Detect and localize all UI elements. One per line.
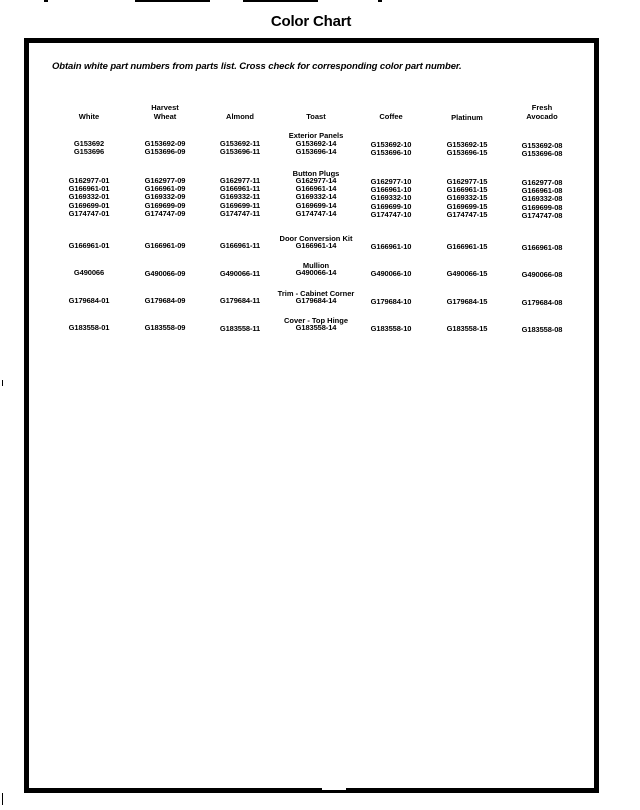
part-number: G169699-14 — [295, 200, 337, 210]
header-line — [427, 104, 507, 113]
column-header-fresh-avocado — [502, 103, 582, 121]
part-number: G162977-08 — [521, 178, 563, 187]
frame-gap — [322, 776, 346, 790]
table-cell: G179684-08 — [521, 298, 563, 307]
part-number: G166961-01 — [68, 184, 110, 194]
part-number: G169332-11 — [219, 192, 261, 202]
part-number: G169332-01 — [68, 192, 110, 202]
table-cell: G179684-15 — [446, 297, 488, 306]
section-title-door-conversion-kit: Door Conversion Kit — [279, 234, 353, 243]
part-number: G169332-14 — [295, 192, 337, 202]
part-number: G169699-08 — [521, 202, 563, 212]
section-title-button-plugs: Button Plugs — [292, 169, 340, 178]
part-number: G174747-01 — [68, 208, 110, 218]
table-cell: G490066-14 — [295, 268, 337, 277]
table-cell: G183558-10 — [370, 324, 412, 333]
table-cell: G179684-11 — [219, 296, 261, 305]
part-number: G153696-10 — [370, 148, 412, 158]
table-cell — [502, 142, 582, 158]
part-number: G169699-11 — [219, 200, 261, 210]
part-number: G153692-10 — [370, 140, 412, 149]
scan-mark — [2, 793, 3, 805]
page-title: Color Chart — [270, 13, 352, 30]
table-cell: G179684-01 — [68, 296, 110, 305]
table-cell: G490066 — [73, 268, 105, 277]
part-number: G153692-15 — [446, 140, 488, 149]
table-cell: G183558-09 — [144, 323, 186, 332]
part-number: G166961-14 — [295, 184, 337, 194]
column-header-almond — [200, 103, 280, 121]
part-number: G166961-08 — [521, 186, 563, 196]
table-cell: G183558-08 — [521, 325, 563, 334]
part-number: G162977-01 — [68, 176, 110, 185]
table-cell — [427, 178, 507, 219]
part-number: G153696-08 — [521, 149, 563, 159]
table-cell — [276, 140, 356, 156]
table-cell: G490066-11 — [219, 269, 261, 278]
part-number: G153692-14 — [295, 139, 337, 148]
part-number: G169332-15 — [446, 193, 488, 203]
table-cell: G183558-15 — [446, 324, 488, 333]
part-number: G153696-15 — [446, 148, 488, 158]
table-cell: G183558-11 — [219, 324, 261, 333]
part-number: G162977-11 — [219, 176, 261, 185]
section-title-trim-cabinet-corner: Trim - Cabinet Corner — [277, 289, 355, 298]
column-header-platinum — [427, 104, 507, 122]
header-line — [49, 103, 129, 112]
table-cell: G166961-08 — [521, 243, 563, 252]
column-header-white — [49, 103, 129, 121]
part-number: G162977-09 — [144, 176, 186, 185]
part-number: G169332-10 — [370, 193, 412, 203]
column-header-coffee — [351, 103, 431, 121]
header-line: Avocado — [526, 112, 558, 121]
table-cell: G183558-01 — [68, 323, 110, 332]
part-number: G153692-08 — [521, 141, 563, 150]
table-cell: G183558-14 — [295, 323, 337, 332]
part-number: G162977-14 — [295, 176, 337, 185]
scan-mark — [44, 0, 48, 2]
instruction-text: Obtain white part numbers from parts list. Cross check for corresponding color part number. — [52, 61, 462, 72]
part-number: G153696-09 — [144, 147, 186, 157]
part-number: G153696-11 — [219, 147, 261, 157]
part-number: G153692-11 — [219, 139, 261, 148]
header-line: Wheat — [153, 112, 177, 121]
header-line — [200, 103, 280, 112]
table-cell: G179684-10 — [370, 297, 412, 306]
part-number: G162977-10 — [370, 177, 412, 186]
column-header-toast — [276, 103, 356, 121]
part-number: G153692-09 — [144, 139, 186, 148]
part-number: G153692 — [73, 139, 105, 148]
part-number: G169699-01 — [68, 200, 110, 210]
table-cell — [200, 140, 280, 156]
header-line — [276, 103, 356, 112]
table-cell — [351, 141, 431, 157]
part-number: G162977-15 — [446, 177, 488, 186]
table-cell — [49, 177, 129, 218]
table-cell — [200, 177, 280, 218]
part-number: G169332-09 — [144, 192, 186, 202]
part-number: G169699-15 — [446, 201, 488, 211]
table-cell — [427, 141, 507, 157]
header-line: Fresh — [531, 103, 553, 112]
header-line: White — [78, 112, 100, 121]
table-cell: G490066-15 — [446, 269, 488, 278]
table-cell: G490066-08 — [521, 270, 563, 279]
part-number: G166961-10 — [370, 185, 412, 195]
scan-mark — [2, 380, 3, 386]
table-cell — [351, 178, 431, 219]
header-line: Almond — [226, 112, 254, 121]
table-cell: G166961-09 — [144, 241, 186, 250]
part-number: G174747-08 — [521, 210, 563, 220]
header-line: Platinum — [451, 113, 483, 122]
part-number: G169699-10 — [370, 201, 412, 211]
part-number: G166961-09 — [144, 184, 186, 194]
part-number: G153696 — [73, 147, 105, 157]
part-number: G166961-11 — [219, 184, 261, 194]
header-line: Harvest — [151, 103, 179, 112]
table-cell: G179684-14 — [295, 296, 337, 305]
table-cell: G490066-09 — [144, 269, 186, 278]
scan-mark — [243, 0, 318, 2]
section-title-mullion: Mullion — [302, 261, 330, 270]
part-number: G169699-09 — [144, 200, 186, 210]
table-cell: G166961-11 — [219, 241, 261, 250]
section-title-cover-top-hinge: Cover - Top Hinge — [283, 316, 349, 325]
part-number: G169332-08 — [521, 194, 563, 204]
table-cell — [276, 177, 356, 218]
part-number: G153696-14 — [295, 147, 337, 157]
table-cell: G179684-09 — [144, 296, 186, 305]
part-number: G174747-14 — [295, 208, 337, 218]
part-number: G174747-11 — [219, 208, 261, 218]
scan-mark — [135, 0, 210, 2]
table-cell: G166961-14 — [295, 241, 337, 250]
part-number: G174747-10 — [370, 209, 412, 219]
table-cell — [502, 179, 582, 220]
part-number: G174747-09 — [144, 208, 186, 218]
table-cell — [125, 177, 205, 218]
section-title-exterior-panels: Exterior Panels — [288, 131, 344, 140]
table-cell: G166961-01 — [68, 241, 110, 250]
table-cell: G166961-10 — [370, 242, 412, 251]
part-number: G166961-15 — [446, 185, 488, 195]
table-cell: G166961-15 — [446, 242, 488, 251]
scan-mark — [378, 0, 382, 2]
table-cell — [49, 140, 129, 156]
table-cell: G490066-10 — [370, 269, 412, 278]
header-line: Coffee — [379, 112, 403, 121]
part-number: G174747-15 — [446, 209, 488, 219]
column-header-harvest-wheat — [125, 103, 205, 121]
table-cell — [125, 140, 205, 156]
header-line: Toast — [306, 112, 326, 121]
header-line — [351, 103, 431, 112]
